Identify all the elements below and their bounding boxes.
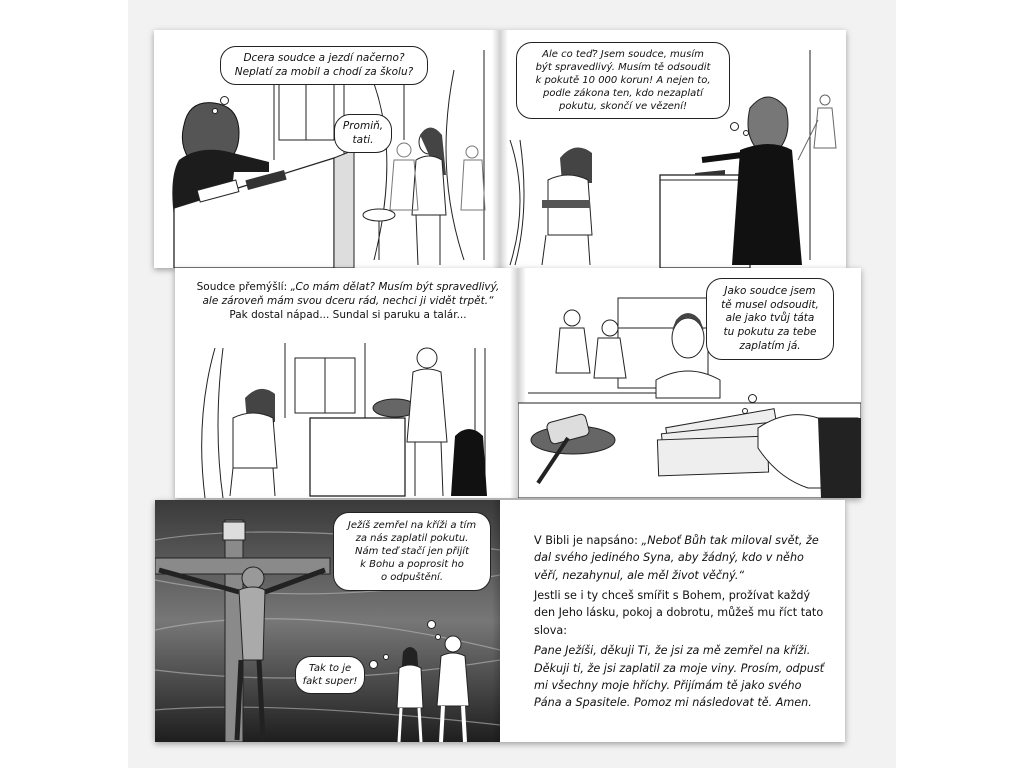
bubble-line: Ale co teď? Jsem soudce, musím (542, 49, 704, 60)
verse-quote: „Neboť Bůh tak miloval svět, že dal svého jediného Syna, aby žádný, kdo v něho věří, nezahynul, ale měl život věčný.“ (534, 534, 819, 582)
bubble-line: Nám teď stačí jen přijít (354, 546, 469, 557)
bubble-line: tati. (352, 133, 374, 146)
bubble-line: Dcera soudce a jezdí načerno? (243, 52, 405, 64)
comic-panel-judge-questioning (154, 30, 500, 268)
comic-spread-1 (154, 30, 846, 268)
thought-dot (383, 654, 389, 660)
bubble-line: Promiň, (342, 120, 384, 132)
bubble-line: pokutu, skončí ve vězení! (559, 101, 687, 112)
bubble-line: zaplatím já. (739, 339, 801, 352)
thought-dot (427, 620, 436, 629)
caption-prefix: Soudce přemýšlí: (196, 281, 291, 293)
speech-bubble-girl-super (295, 656, 365, 694)
comic-spread-2 (175, 268, 861, 498)
speech-bubble-father-pays (706, 278, 834, 360)
prayer-text-block (534, 532, 830, 715)
caption-quote: ale zároveň mám svou dceru rád, nechci ji vidět trpět.“ (202, 295, 494, 308)
bubble-line: Jako soudce jsem (724, 285, 816, 297)
bubble-line: tu pokutu za tebe (723, 325, 817, 338)
thought-dot (730, 122, 739, 131)
prayer-paragraph: Pane Ježíši, děkuji Ti, že jsi za mě zemřel na kříži. Děkuji ti, že jsi zaplatil za moje viny. Prosím, odpusť mi všechny moje hříchy. Přijímám tě jako svého Pána a Spasitele. Pomoz mi následovat tě. Amen. (534, 644, 825, 710)
bubble-line: fakt super! (302, 676, 358, 687)
thought-dot (743, 130, 749, 136)
bubble-line: k pokutě 10 000 korun! A nejen to, (535, 75, 711, 86)
bubble-line: o odpuštění. (380, 572, 444, 583)
thought-dot (212, 108, 218, 114)
bubble-line: tě musel odsoudit, (721, 298, 819, 311)
thought-dot (220, 96, 229, 105)
thought-dot (748, 394, 757, 403)
comic-spread-3 (155, 500, 845, 742)
caption-line: Pak dostal nápad... Sundal si paruku a talár... (229, 309, 467, 322)
comic-panel-judge-thinking (175, 268, 518, 498)
bubble-line: Neplatí za mobil a chodí za školu? (234, 65, 414, 78)
bubble-line: Ježíš zemřel na kříži a tím (347, 520, 477, 531)
bible-verse-paragraph (534, 532, 830, 584)
speech-bubble-judge-sentence (516, 42, 730, 119)
comic-panel-crucifixion (155, 500, 500, 742)
caption-quote: „Co mám dělat? Musím být spravedlivý, (290, 281, 500, 293)
speech-bubble-girl-sorry (334, 114, 392, 153)
bubble-line: k Bohu a poprosit ho (360, 559, 464, 570)
comic-panel-father-pays (518, 268, 861, 498)
text-page-prayer (500, 500, 845, 742)
bubble-line: podle zákona ten, kdo nezaplatí (543, 88, 703, 99)
thought-dot (369, 660, 378, 669)
bubble-line: za nás zaplatil pokutu. (355, 533, 469, 544)
judge-removing-wig-illustration (175, 268, 518, 498)
thought-dot (435, 634, 441, 640)
speech-bubble-judge-question (220, 46, 428, 85)
invitation-paragraph: Jestli se i ty chceš smířit s Bohem, prožívat každý den Jeho lásku, pokoj a dobrotu, můžeš mu říct tato slova: (534, 589, 824, 637)
comic-panel-judge-sentencing (500, 30, 846, 268)
verse-intro: V Bibli je napsáno: (534, 534, 642, 547)
speech-bubble-jesus-paid (333, 512, 491, 591)
thought-dot (742, 408, 748, 414)
bubble-line: Tak to je (308, 663, 352, 674)
bubble-line: ale jako tvůj táta (725, 312, 815, 325)
bubble-line: být spravedlivý. Musím tě odsoudit (535, 62, 711, 73)
